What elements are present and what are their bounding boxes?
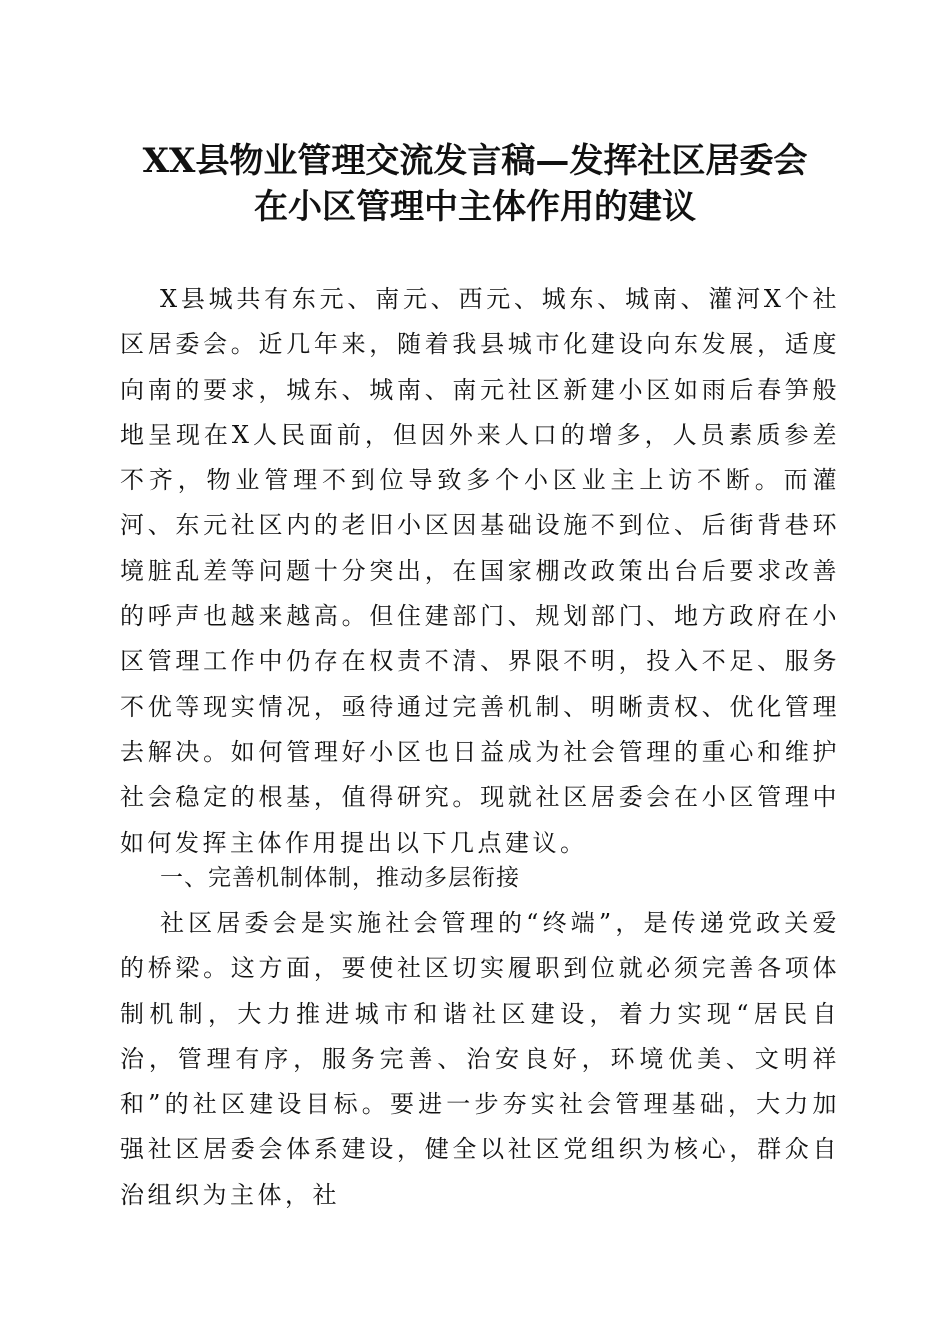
section-heading-1: 一、完善机制体制，推动多层衔接 — [160, 865, 520, 891]
section-1-paragraph: 社区居委会是实施社会管理的“终端”，是传递党政关爱的桥梁。这方面，要使社区切实履职到位就必须完善各项体制机制，大力推进城市和谐社区建设，着力实现“居民自治，管理有序，服务完善、治安良好，环境优美、文明祥和”的社区建设目标。要进一步夯实社会管理基础，大力加强社区居委会体系建设，健全以社区党组织为核心，群众自治组织为主体，社 — [120, 909, 840, 1209]
intro-paragraph: X县城共有东元、南元、西元、城东、城南、灌河X个社区居委会。近几年来，随着我县城市化建设向东发展，适度向南的要求，城东、城南、南元社区新建小区如雨后春笋般地呈现在X人民面前，但因外来人口的增多，人员素质参差不齐，物业管理不到位导致多个小区业主上访不断。而灌河、东元社区内的老旧小区因基础设施不到位、后街背巷环境脏乱差等问题十分突出，在国家棚改政策出台后要求改善的呼声也越来越高。但住建部门、规划部门、地方政府在小区管理工作中仍存在权责不清、界限不明，投入不足、服务不优等现实情况，亟待通过完善机制、明晰责权、优化管理去解决。如何管理好小区也日益成为社会管理的重心和维护社会稳定的根基，值得研究。现就社区居委会在小区管理中如何发挥主体作用提出以下几点建议。 — [120, 285, 840, 857]
document-title-line-2: 在小区管理中主体作用的建议 — [254, 187, 696, 227]
document-title-line-1: XX县物业管理交流发言稿—发挥社区居委会 — [142, 141, 808, 181]
